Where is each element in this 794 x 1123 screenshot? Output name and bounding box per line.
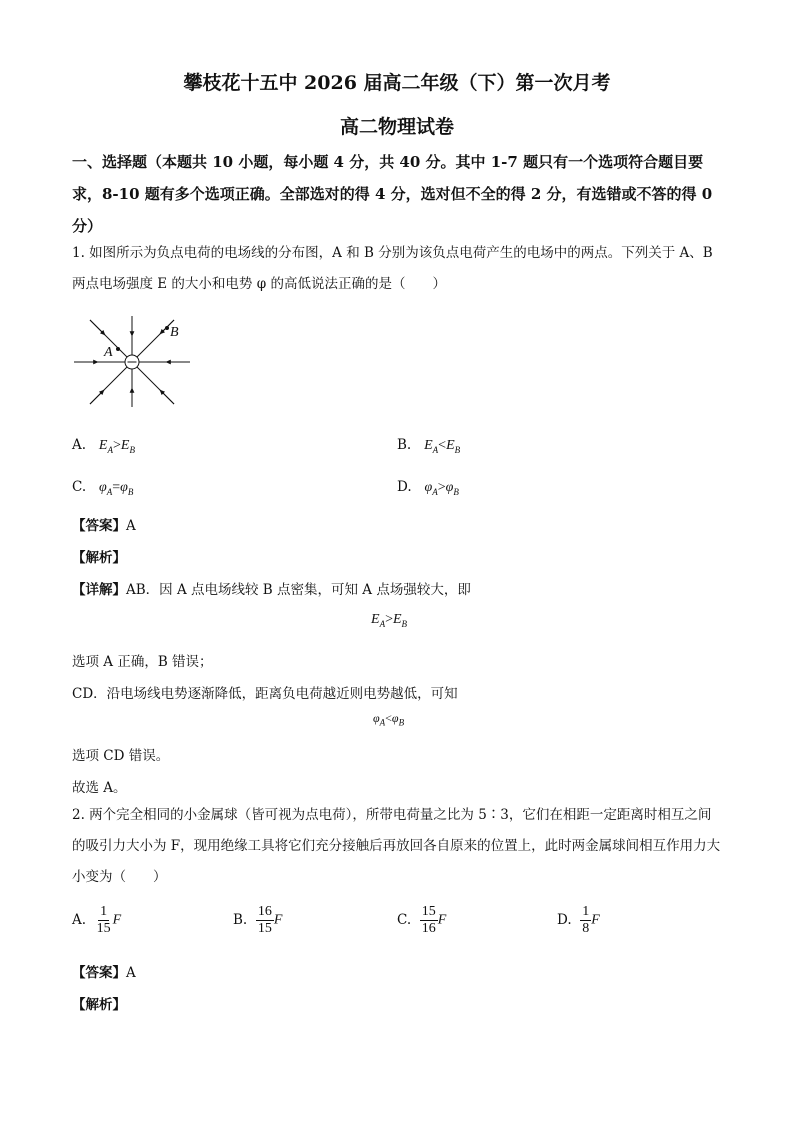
q1-option-a[interactable]: A. $E_A>E_B$ [72, 437, 135, 455]
q1-detail-line3: CD．沿电场线电势逐渐降低，距离负电荷越近则电势越低，可知 [72, 686, 458, 702]
q1-option-d[interactable]: D. $\varphi_A>\varphi_B$ [397, 479, 459, 497]
q1-option-b[interactable]: B. $E_A<E_B$ [397, 437, 461, 455]
answer-tag: 【答案】 [72, 965, 126, 981]
q1-detail-line5: 故选 A。 [72, 780, 127, 796]
answer-value: A [126, 518, 136, 534]
point-a-dot [116, 347, 120, 351]
section-heading: 一、选择题（本题共 10 小题，每小题 4 分，共 40 分。其中 1-7 题只有一个选项符合题目要求，8-10 题有多个选项正确。全部选对的得 4 分，选对但不全的得 2 分，有选错或不答的得 0 分） [72, 153, 713, 235]
q2-analysis [72, 993, 126, 1013]
q1-stem: 1. 如图所示为负点电荷的电场线的分布图，A 和 B 分别为该负点电荷产生的电场中的两点。下列关于 A、B 两点电场强度 E 的大小和电势 φ 的高低说法正确的是（ ） [72, 245, 713, 292]
q2-answer [72, 961, 136, 981]
detail-tag: 【详解】 [72, 582, 126, 598]
q2-option-d[interactable]: D. $\frac{1}{8}$ F [557, 904, 600, 936]
exam-title: 攀枝花十五中 2026 届高二年级（下）第一次月考 [183, 72, 611, 94]
q1-option-c[interactable]: C. $\varphi_A=\varphi_B$ [72, 479, 134, 497]
q1-answer [72, 514, 136, 534]
q1-detail-line1: 【详解】AB．因 A 点电场线较 B 点密集，可知 A 点场强较大，即 [72, 582, 471, 598]
point-b-label: B [170, 325, 179, 340]
point-a-label: A [104, 345, 113, 360]
q2-stem: 2. 两个完全相同的小金属球（皆可视为点电荷），所带电荷量之比为 5∶3，它们在相距一定距离时相互之间的吸引力大小为 F，现用绝缘工具将它们充分接触后再放回各自原来的位置上，此时两金属球间相互作用力大小变为（ ） [72, 807, 721, 885]
q2-option-c[interactable]: C. $\frac{15}{16}$ F [397, 904, 447, 936]
answer-tag: 【答案】 [72, 518, 126, 534]
q1-equation-2: $\varphi_A<\varphi_B$ [373, 711, 405, 728]
analysis-tag: 【解析】 [72, 997, 126, 1013]
exam-subtitle: 高二物理试卷 [339, 116, 454, 138]
q2-option-b[interactable]: B. $\frac{16}{15}$ F [233, 904, 283, 936]
q1-detail-line2: 选项 A 正确，B 错误； [72, 654, 213, 670]
point-b-dot [165, 326, 169, 330]
q1-equation-1: $E_A>E_B$ [371, 612, 408, 629]
analysis-tag: 【解析】 [72, 550, 126, 566]
q2-option-a[interactable]: A. $\frac{1}{15}$ F [72, 904, 122, 936]
q1-detail-line4: 选项 CD 错误。 [72, 748, 170, 764]
field-line-figure [72, 314, 197, 409]
answer-value: A [126, 965, 136, 981]
q1-analysis [72, 546, 126, 566]
